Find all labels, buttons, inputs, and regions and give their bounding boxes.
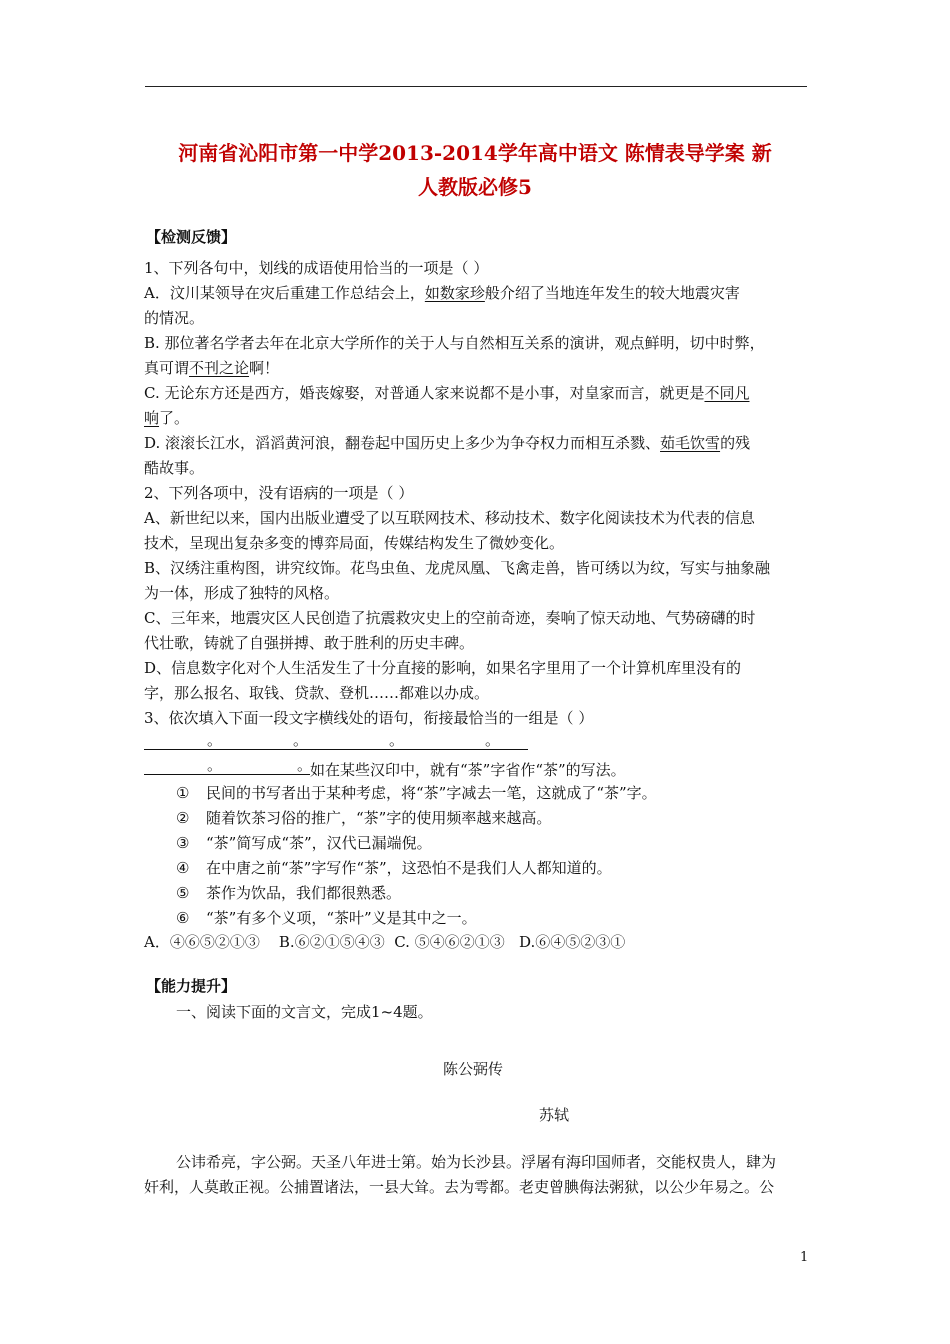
q1-option-a: A．汶川某领导在灾后重建工作总结会上，如数家珍般介绍了当地连年发生的较大地震灾害 [144, 284, 740, 302]
page-number: 1 [800, 1250, 809, 1265]
underlined-idiom: 不同凡 [704, 384, 750, 402]
fill-blank[interactable]: 。 [220, 758, 310, 775]
fill-blank[interactable]: 。 [144, 758, 220, 775]
q1-option-c: C. 无论东方还是西方，婚丧嫁娶，对普通人家来说都不是小事，对皇家而言，就更是不同凡 [144, 384, 750, 402]
q1-option-a-line2: 的情况。 [144, 309, 205, 327]
q2-option-d: D、信息数字化对个人生活发生了十分直接的影响，如果名字里用了一个计算机库里没有的 [144, 659, 742, 677]
passage-paragraph-line1: 公讳希亮，字公弼。天圣八年进士第。始为长沙县。浮屠有海印国师者，交能权贵人，肆为 [176, 1153, 777, 1171]
q3-blank-row-1 [144, 733, 528, 755]
section-heading-improvement: 【能力提升】 [146, 977, 237, 995]
q2-option-a-line2: 技术，呈现出复杂多变的博弈局面，传媒结构发生了微妙变化。 [144, 534, 565, 552]
passage-author: 苏轼 [539, 1106, 570, 1124]
header-rule [145, 86, 807, 87]
reading-intro: 一、阅读下面的文言文，完成1~4题。 [176, 1003, 433, 1021]
passage-paragraph-line2: 奸利，人莫敢正视。公捕置诸法，一县大耸。去为雩都。老吏曾腆侮法粥狱，以公少年易之。公 [144, 1178, 775, 1196]
q2-option-a: A、新世纪以来，国内出版业遭受了以互联网技术、移动技术、数字化阅读技术为代表的信息 [144, 509, 755, 527]
underlined-idiom: 如数家珍 [424, 284, 485, 302]
q2-option-b: B、汉绣注重构图，讲究纹饰。花鸟虫鱼、龙虎凤凰、飞禽走兽，皆可绣以为纹，写实与抽象融 [144, 559, 771, 577]
q2-option-c: C、三年来，地震灾区人民创造了抗震救灾史上的空前奇迹，奏响了惊天动地、气势磅礴的时 [144, 609, 756, 627]
underlined-idiom: 不刊之论 [189, 359, 250, 377]
q1-option-b-line2: 真可谓不刊之论啊！ [144, 359, 280, 377]
q1-option-d: D. 滚滚长江水，滔滔黄河浪，翻卷起中国历史上多少为争夺权力而相互杀戮、茹毛饮雪的残 [144, 434, 751, 452]
document-title-line-2: 人教版必修5 [418, 175, 532, 199]
q3-item: ② 随着饮茶习俗的推广，“茶”字的使用频率越来越高。 [176, 809, 552, 827]
section-heading-feedback: 【检测反馈】 [146, 228, 237, 246]
fill-blank[interactable]: 。 [144, 733, 220, 750]
q1-option-d-line2: 酷故事。 [144, 459, 205, 477]
q1-stem: 1、下列各句中，划线的成语使用恰当的一项是（ ） [144, 259, 489, 277]
fill-blank-tail[interactable] [498, 733, 528, 750]
underlined-idiom: 茹毛饮雪 [660, 434, 721, 452]
q3-stem: 3、依次填入下面一段文字横线处的语句，衔接最恰当的一组是（ ） [144, 709, 594, 727]
q3-item: ⑤ 茶作为饮品，我们都很熟悉。 [176, 884, 402, 902]
passage-title: 陈公弼传 [443, 1060, 504, 1078]
q3-passage-tail: 如在某些汉印中，就有“茶”字省作“茶”的写法。 [310, 761, 626, 779]
q3-item: ④ 在中唐之前“茶”字写作“茶”，这恐怕不是我们人人都知道的。 [176, 859, 612, 877]
q2-option-b-line2: 为一体，形成了独特的风格。 [144, 584, 340, 602]
document-title-line-1: 河南省沁阳市第一中学2013-2014学年高中语文 陈情表导学案 新 [178, 141, 772, 165]
q2-option-c-line2: 代壮歌，铸就了自强拼搏、敢于胜利的历史丰碑。 [144, 634, 475, 652]
q3-blank-row-2 [144, 758, 626, 780]
q2-stem: 2、下列各项中，没有语病的一项是（ ） [144, 484, 414, 502]
q3-item: ⑥ “茶”有多个义项，“茶叶”义是其中之一。 [176, 909, 477, 927]
fill-blank[interactable]: 。 [402, 733, 498, 750]
q3-answer-options: A．④⑥⑤②①③ B.⑥②①⑤④③ C. ⑤④⑥②①③ D.⑥④⑤②③① [144, 933, 626, 951]
underlined-idiom-cont: 响 [144, 409, 160, 427]
q1-option-c-line2: 响了。 [144, 409, 190, 427]
q1-option-b: B. 那位著名学者去年在北京大学所作的关于人与自然相互关系的演讲，观点鲜明，切中时弊， [144, 334, 765, 352]
q2-option-d-line2: 字，那么报名、取钱、贷款、登机……都难以办成。 [144, 684, 490, 702]
fill-blank[interactable]: 。 [306, 733, 402, 750]
q3-item: ③ “茶”简写成“茶”，汉代已漏端倪。 [176, 834, 432, 852]
fill-blank[interactable]: 。 [220, 733, 306, 750]
q3-item: ① 民间的书写者出于某种考虑，将“茶”字减去一笔，这就成了“茶”字。 [176, 784, 657, 802]
